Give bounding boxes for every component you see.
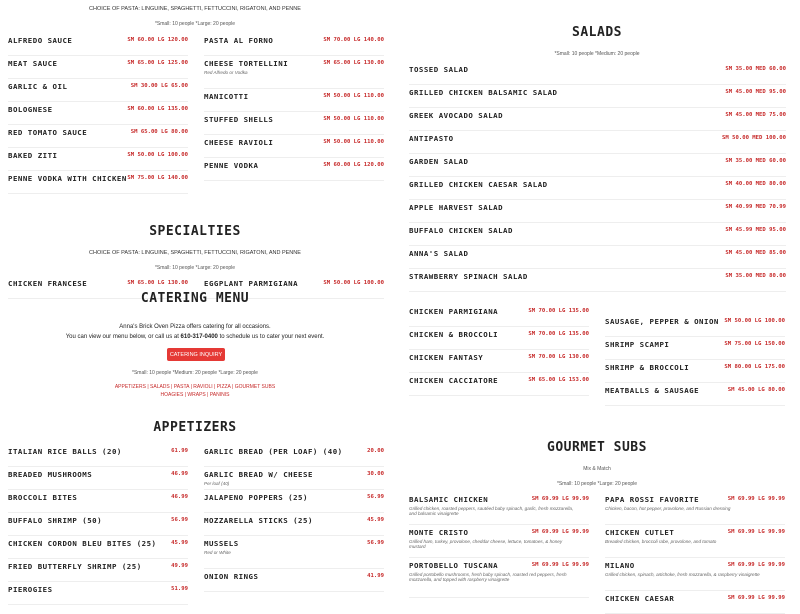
menu-item <box>204 513 384 536</box>
catering-title: CATERING MENU <box>140 291 250 306</box>
catering-sizes-note: *Small: 10 people *Medium: 20 people *Large: 20 people <box>132 370 258 376</box>
item-description: Chicken, bacon, hot pepper, provolone, and Russian dressing <box>605 506 731 511</box>
item-price: SM 45.00 LG 80.00 <box>727 387 785 393</box>
item-price: SM 50.00 MED 100.00 <box>722 135 786 141</box>
item-name: SAUSAGE, PEPPER & ONION <box>605 317 719 326</box>
item-name: ANTIPASTO <box>409 134 454 143</box>
menu-item <box>204 56 384 89</box>
menu-item <box>409 154 786 177</box>
item-name: ONION RINGS <box>204 572 259 581</box>
item-price: SM 50.00 LG 100.00 <box>323 280 384 286</box>
menu-item <box>409 525 589 558</box>
item-price: SM 65.00 LG 153.00 <box>528 377 589 383</box>
menu-item <box>605 591 785 614</box>
item-price: SM 75.00 LG 140.00 <box>127 175 188 181</box>
salads-title: SALADS <box>572 25 622 40</box>
item-price: SM 45.99 MED 95.00 <box>725 227 786 233</box>
item-name: CHICKEN & BROCCOLI <box>409 330 499 339</box>
item-price: 51.99 <box>171 586 188 592</box>
menu-item <box>409 200 786 223</box>
item-name: EGGPLANT PARMIGIANA <box>204 279 299 288</box>
item-price: SM 50.00 LG 110.00 <box>323 93 384 99</box>
salads-sizes-note: *Small: 10 people *Medium: 20 people <box>554 51 640 57</box>
menu-item <box>204 33 384 56</box>
item-description: Breaded chicken, broccoli rabe, provolone, and tomato <box>605 539 717 544</box>
item-price: SM 70.00 LG 140.00 <box>323 37 384 43</box>
item-price: SM 45.00 MED 95.00 <box>725 89 786 95</box>
menu-item <box>409 327 589 350</box>
item-price: SM 69.99 LG 99.99 <box>727 562 785 568</box>
item-name: MEAT SAUCE <box>8 59 58 68</box>
item-description: Grilled ham, turkey, provolone, cheddar cheese, lettuce, tomatoes, & honey mustard <box>409 539 563 549</box>
item-price: 20.00 <box>367 448 384 454</box>
menu-item <box>8 33 188 56</box>
item-name: BREADED MUSHROOMS <box>8 470 93 479</box>
menu-item <box>8 444 188 467</box>
menu-item <box>409 108 786 131</box>
menu-item <box>605 383 785 406</box>
menu-item <box>204 444 384 467</box>
item-name: ITALIAN RICE BALLS (20) <box>8 447 122 456</box>
menu-item <box>8 559 188 582</box>
menu-item <box>8 513 188 536</box>
subs-sizes-note: *Small: 10 people *Large: 20 people <box>556 481 638 487</box>
catering-section-links-2[interactable]: HOAGIES | WRAPS | PANINIS <box>160 392 230 398</box>
item-name: CHICKEN CACCIATORE <box>409 376 499 385</box>
item-description: Grilled chicken, spinach, artichoke, fresh mozzarella, & raspberry vinaigrette <box>605 572 760 577</box>
menu-item <box>204 569 384 592</box>
menu-item <box>605 337 785 360</box>
item-name: CHEESE RAVIOLI <box>204 138 274 147</box>
item-price: SM 69.99 LG 99.99 <box>531 529 589 535</box>
specialties-choice-note: CHOICE OF PASTA: LINGUINE, SPAGHETTI, FETTUCCINI, RIGATONI, AND PENNE <box>89 250 301 256</box>
item-price: SM 80.00 LG 175.00 <box>724 364 785 370</box>
menu-item <box>409 492 589 525</box>
item-description: Grilled chicken, roasted peppers, sautéed baby spinach, garlic, fresh mozzarella, and balsamic vinaigrette <box>409 506 574 516</box>
menu-item <box>8 536 188 559</box>
catering-line1: Anna's Brick Oven Pizza offers catering for all occasions. <box>119 324 271 330</box>
item-price: SM 69.99 LG 99.99 <box>727 496 785 502</box>
item-name: MILANO <box>605 561 635 570</box>
item-name: STRAWBERRY SPINACH SALAD <box>409 272 528 281</box>
item-name: GRILLED CHICKEN BALSAMIC SALAD <box>409 88 558 97</box>
item-name: CHICKEN FRANCESE <box>8 279 88 288</box>
catering-section-links[interactable]: APPETIZERS | SALADS | PASTA | RAVIOLI | PIZZA | GOURMET SUBS <box>114 384 276 390</box>
item-name: ALFREDO SAUCE <box>8 36 73 45</box>
catering-inquiry-button[interactable]: CATERING INQUIRY <box>167 348 225 361</box>
item-price: 30.00 <box>367 471 384 477</box>
item-price: SM 69.99 LG 99.99 <box>531 562 589 568</box>
menu-item <box>204 467 384 490</box>
item-name: CHICKEN CORDON BLEU BITES (25) <box>8 539 157 548</box>
item-description: Grilled portobello mushrooms, fresh baby spinach, roasted red peppers, fresh mozzarella, and topped with raspberry vinaigrette <box>409 572 567 582</box>
item-price: SM 50.00 LG 100.00 <box>724 318 785 324</box>
item-price: SM 45.00 MED 85.00 <box>725 250 786 256</box>
item-name: GARLIC BREAD (PER LOAF) (40) <box>204 447 343 456</box>
specialties-sizes-note: *Small: 10 people *Large: 20 people <box>154 265 236 271</box>
item-description: Red or White <box>204 550 231 555</box>
item-price: SM 40.99 MED 70.99 <box>725 204 786 210</box>
item-name: BUFFALO CHICKEN SALAD <box>409 226 513 235</box>
item-name: MONTE CRISTO <box>409 528 469 537</box>
menu-item <box>204 158 384 181</box>
item-name: PENNE VODKA WITH CHICKEN <box>8 174 127 183</box>
item-name: MEATBALLS & SAUSAGE <box>605 386 700 395</box>
item-name: GRILLED CHICKEN CAESAR SALAD <box>409 180 548 189</box>
item-name: MANICOTTI <box>204 92 249 101</box>
item-name: BROCCOLI BITES <box>8 493 78 502</box>
pasta-sizes-note: *Small: 10 people *Large: 20 people <box>154 21 236 27</box>
item-price: 61.99 <box>171 448 188 454</box>
item-price: SM 69.99 LG 99.99 <box>727 595 785 601</box>
item-name: CHICKEN FANTASY <box>409 353 484 362</box>
menu-item <box>204 89 384 112</box>
item-name: PENNE VODKA <box>204 161 259 170</box>
item-price: SM 69.99 LG 99.99 <box>531 496 589 502</box>
item-name: APPLE HARVEST SALAD <box>409 203 504 212</box>
item-name: GARLIC BREAD W/ CHEESE <box>204 470 313 479</box>
item-name: PIEROGIES <box>8 585 53 594</box>
item-price: SM 35.00 MED 60.00 <box>725 158 786 164</box>
item-price: 45.99 <box>171 540 188 546</box>
menu-item <box>409 558 589 598</box>
item-name: BAKED ZITI <box>8 151 58 160</box>
item-name: MOZZARELLA STICKS (25) <box>204 516 313 525</box>
menu-item <box>204 536 384 569</box>
item-name: TOSSED SALAD <box>409 65 469 74</box>
item-price: 45.99 <box>367 517 384 523</box>
menu-item <box>605 314 785 337</box>
item-name: GREEK AVOCADO SALAD <box>409 111 504 120</box>
item-price: SM 35.00 MED 80.00 <box>725 273 786 279</box>
menu-item <box>409 62 786 85</box>
item-name: CHEESE TORTELLINI <box>204 59 289 68</box>
item-price: 56.99 <box>367 494 384 500</box>
menu-item <box>8 125 188 148</box>
menu-item <box>409 269 786 292</box>
item-price: 56.99 <box>171 517 188 523</box>
item-price: SM 45.00 MED 75.00 <box>725 112 786 118</box>
item-name: SHRIMP SCAMPI <box>605 340 670 349</box>
item-name: BUFFALO SHRIMP (50) <box>8 516 103 525</box>
item-price: 46.99 <box>171 494 188 500</box>
item-price: SM 50.00 LG 110.00 <box>323 116 384 122</box>
item-description: Red Alfredo or Vodka <box>204 70 248 75</box>
item-description: Per loaf (40) <box>204 481 230 486</box>
item-name: PAPA ROSSI FAVORITE <box>605 495 700 504</box>
item-name: CHICKEN CAESAR <box>605 594 675 603</box>
item-name: CHICKEN PARMIGIANA <box>409 307 499 316</box>
item-name: BOLOGNESE <box>8 105 53 114</box>
menu-item <box>8 467 188 490</box>
item-name: SHRIMP & BROCCOLI <box>605 363 690 372</box>
item-price: 56.99 <box>367 540 384 546</box>
item-price: SM 65.00 LG 80.00 <box>130 129 188 135</box>
item-name: ANNA'S SALAD <box>409 249 469 258</box>
item-name: PORTOBELLO TUSCANA <box>409 561 499 570</box>
item-name: BALSAMIC CHICKEN <box>409 495 489 504</box>
item-price: SM 69.99 LG 99.99 <box>727 529 785 535</box>
catering-phone[interactable]: 610-317-0400 <box>180 334 218 340</box>
menu-item <box>409 223 786 246</box>
menu-item <box>605 492 785 525</box>
item-name: CHICKEN CUTLET <box>605 528 675 537</box>
item-price: SM 70.00 LG 130.00 <box>528 354 589 360</box>
gourmet-subs-title: GOURMET SUBS <box>547 440 647 455</box>
menu-item <box>8 79 188 102</box>
item-name: MUSSELS <box>204 539 239 548</box>
item-price: SM 65.00 LG 130.00 <box>323 60 384 66</box>
item-price: SM 60.00 LG 135.00 <box>127 106 188 112</box>
menu-item <box>409 131 786 154</box>
menu-item <box>8 148 188 171</box>
item-name: RED TOMATO SAUCE <box>8 128 88 137</box>
item-price: SM 35.00 MED 60.00 <box>725 66 786 72</box>
item-name: FRIED BUTTERFLY SHRIMP (25) <box>8 562 142 571</box>
menu-item <box>605 558 785 591</box>
item-price: SM 75.00 LG 150.00 <box>724 341 785 347</box>
menu-item <box>409 350 589 373</box>
menu-item <box>8 582 188 605</box>
item-price: SM 30.00 LG 65.00 <box>130 83 188 89</box>
item-price: SM 65.00 LG 130.00 <box>127 280 188 286</box>
item-price: SM 60.00 LG 120.00 <box>323 162 384 168</box>
item-price: 41.99 <box>367 573 384 579</box>
menu-item <box>204 490 384 513</box>
menu-item <box>605 525 785 558</box>
menu-item <box>409 373 589 396</box>
menu-item <box>409 246 786 269</box>
item-name: STUFFED SHELLS <box>204 115 274 124</box>
item-name: GARLIC & OIL <box>8 82 68 91</box>
menu-item <box>204 112 384 135</box>
item-price: SM 50.00 LG 110.00 <box>323 139 384 145</box>
item-price: SM 65.00 LG 125.00 <box>127 60 188 66</box>
menu-item <box>409 85 786 108</box>
item-price: SM 40.00 MED 80.00 <box>725 181 786 187</box>
menu-item <box>8 490 188 513</box>
item-price: SM 70.00 LG 135.00 <box>528 331 589 337</box>
menu-item <box>409 304 589 327</box>
pasta-choice-note: CHOICE OF PASTA: LINGUINE, SPAGHETTI, FETTUCCINI, RIGATONI, AND PENNE <box>89 6 301 12</box>
menu-item <box>8 102 188 125</box>
item-name: GARDEN SALAD <box>409 157 469 166</box>
menu-item <box>8 56 188 79</box>
appetizers-title: APPETIZERS <box>153 420 237 435</box>
item-price: SM 60.00 LG 120.00 <box>127 37 188 43</box>
item-price: SM 70.00 LG 135.00 <box>528 308 589 314</box>
menu-item <box>409 177 786 200</box>
item-name: PASTA AL FORNO <box>204 36 274 45</box>
menu-item <box>204 135 384 158</box>
item-price: 49.99 <box>171 563 188 569</box>
catering-line2: You can view our menu below, or call us at 610-317-0400 to schedule us to cater your next event. <box>65 334 325 340</box>
item-price: 46.99 <box>171 471 188 477</box>
menu-item <box>605 360 785 383</box>
item-price: SM 50.00 LG 100.00 <box>127 152 188 158</box>
menu-item <box>8 171 188 194</box>
specialties-title: SPECIALTIES <box>149 224 241 239</box>
item-name: JALAPENO POPPERS (25) <box>204 493 308 502</box>
subs-mix-note: Mix & Match <box>583 466 611 472</box>
